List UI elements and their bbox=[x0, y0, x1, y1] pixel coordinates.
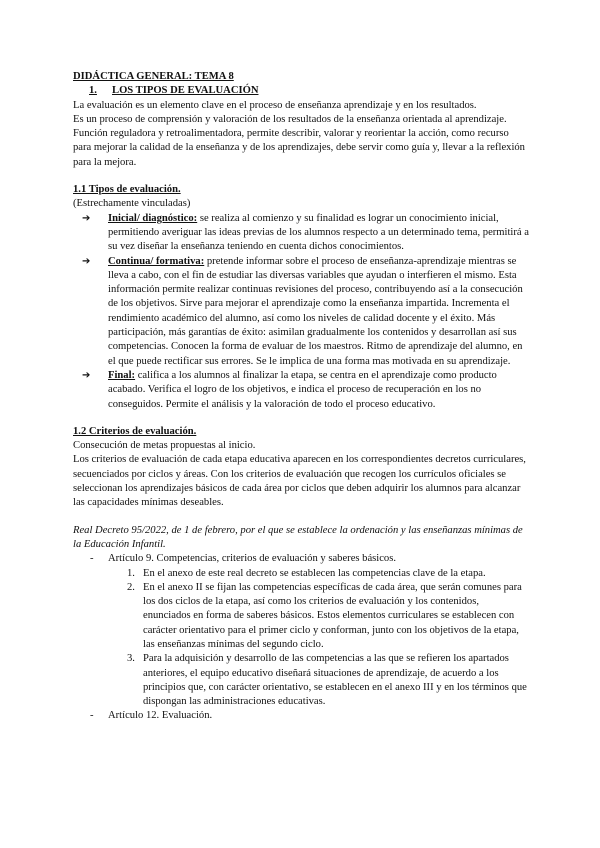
types-heading: 1.1 Tipos de evaluación. bbox=[73, 184, 181, 196]
item-number: 2. bbox=[127, 581, 135, 593]
types-subtitle: (Estrechamente vinculadas) bbox=[73, 198, 191, 210]
item-text: se realiza al comienzo y su finalidad es lograr un conocimiento inicial, permitiendo averiguar las ideas previas de los alumnos respecto a un determinado tema, permitirá a su vez diseñar la enseñanza teniendo en cuenta dichos conocimientos. bbox=[108, 212, 529, 253]
arrow-icon: ➔ bbox=[82, 369, 91, 381]
decree-title: Real Decreto 95/2022, de 1 de febrero, por el que se establece la ordenación y las enseñanzas mínimas de la Educación Infantil. bbox=[73, 524, 523, 550]
criteria-paragraph: Los criterios de evaluación de cada etapa educativa aparecen en los correspondientes decretos curriculares, secuenciados por ciclos y áreas. Con los criterios de evaluación que recogen los currículos oficiales se seleccionan los aprendizajes básicos de cada área por ciclos que deben adquirir los alumnos para alcanzar las capacidades mínimas deseables. bbox=[73, 454, 526, 509]
article-title: Artículo 9. Competencias, criterios de evaluación y saberes básicos. bbox=[108, 553, 396, 565]
intro-line: La evaluación es un elemento clave en el proceso de enseñanza aprendizaje y en los resultados. bbox=[73, 99, 477, 111]
dash-bullet: - bbox=[90, 553, 94, 565]
item-label: Continua/ formativa: bbox=[108, 255, 205, 267]
section-number: 1. bbox=[89, 85, 97, 97]
item-text: En el anexo de este real decreto se establecen las competencias clave de la etapa. bbox=[143, 567, 486, 579]
section-title: LOS TIPOS DE EVALUACIÓN bbox=[112, 85, 259, 97]
numbered-item bbox=[73, 652, 529, 709]
item-text: califica a los alumnos al finalizar la etapa, se centra en el aprendizaje como producto acabado. Verifica el logro de los objetivos, e indica el proceso de recuperación en los no conseguidos. Permite el análisis y la valoración de todo el proceso educativo. bbox=[108, 369, 497, 410]
item-number: 3. bbox=[127, 653, 135, 665]
item-number: 1. bbox=[127, 567, 135, 579]
document-body bbox=[73, 70, 529, 724]
criteria-line: Consecución de metas propuestas al inicio. bbox=[73, 440, 256, 452]
dash-bullet: - bbox=[90, 710, 94, 722]
item-label: Final: bbox=[108, 369, 136, 381]
list-item bbox=[73, 552, 529, 566]
item-text: pretende informar sobre el proceso de enseñanza-aprendizaje mientras se lleva a cabo, con el fin de estudiar las diversas variables que ayudan o interfieren el mismo. Esta información permite realizar continuas revisiones del proceso, contribuyendo así a la consecución de los objetivos. Sirve para mejorar el aprendizaje como la enseñanza impartida. Incrementa el rendimiento académico del alumno, así como los niveles de calidad docente y el éxito. Más participación, más garantías de éxito: asimilan gradualmente los contenidos y desarrollan así sus competencias. Conocen la forma de evaluar de los maestros. Ritmo de aprendizaje del alumno, en el que puede rectificar sus errores. Se le implica de una forma mas motivada en su aprendizaje. bbox=[108, 255, 523, 367]
numbered-item bbox=[73, 581, 529, 652]
list-item bbox=[73, 212, 529, 255]
item-text: Para la adquisición y desarrollo de las competencias a las que se refieren los apartados anteriores, el equipo educativo diseñará situaciones de aprendizaje, de acuerdo a los principios que, con carácter orientativo, se establecen en el anexo III y en los términos que dispongan las administraciones educativas. bbox=[143, 653, 527, 708]
list-item bbox=[73, 709, 529, 723]
list-item bbox=[73, 369, 529, 412]
section-heading bbox=[73, 84, 529, 98]
criteria-heading: 1.2 Criterios de evaluación. bbox=[73, 425, 197, 437]
arrow-icon: ➔ bbox=[82, 255, 91, 267]
item-label: Inicial/ diagnóstico: bbox=[108, 212, 198, 224]
document-title: DIDÁCTICA GENERAL: TEMA 8 bbox=[73, 71, 234, 82]
intro-line: Es un proceso de comprensión y valoración de los resultados de la enseñanza orientada al aprendizaje. bbox=[73, 113, 507, 125]
list-item bbox=[73, 255, 529, 369]
article-title: Artículo 12. Evaluación. bbox=[108, 710, 213, 722]
intro-paragraph: Función reguladora y retroalimentadora, permite describir, valorar y reorientar la acción, como recurso para mejorar la calidad de la enseñanza y de los aprendizajes, debe servir como guía y, llevar a la reflexión para la mejora. bbox=[73, 128, 525, 168]
numbered-item bbox=[73, 567, 529, 581]
item-text: En el anexo II se fijan las competencias específicas de cada área, que serán comunes para los dos ciclos de la etapa, así como los criterios de evaluación y los contenidos, enunciados en forma de saberes básicos. Estos elementos curriculares se establecen con carácter orientativo para el primer ciclo y conforman, junto con los objetivos de la etapa, las enseñanzas mínimas del segundo ciclo. bbox=[143, 581, 522, 650]
arrow-icon: ➔ bbox=[82, 212, 91, 224]
